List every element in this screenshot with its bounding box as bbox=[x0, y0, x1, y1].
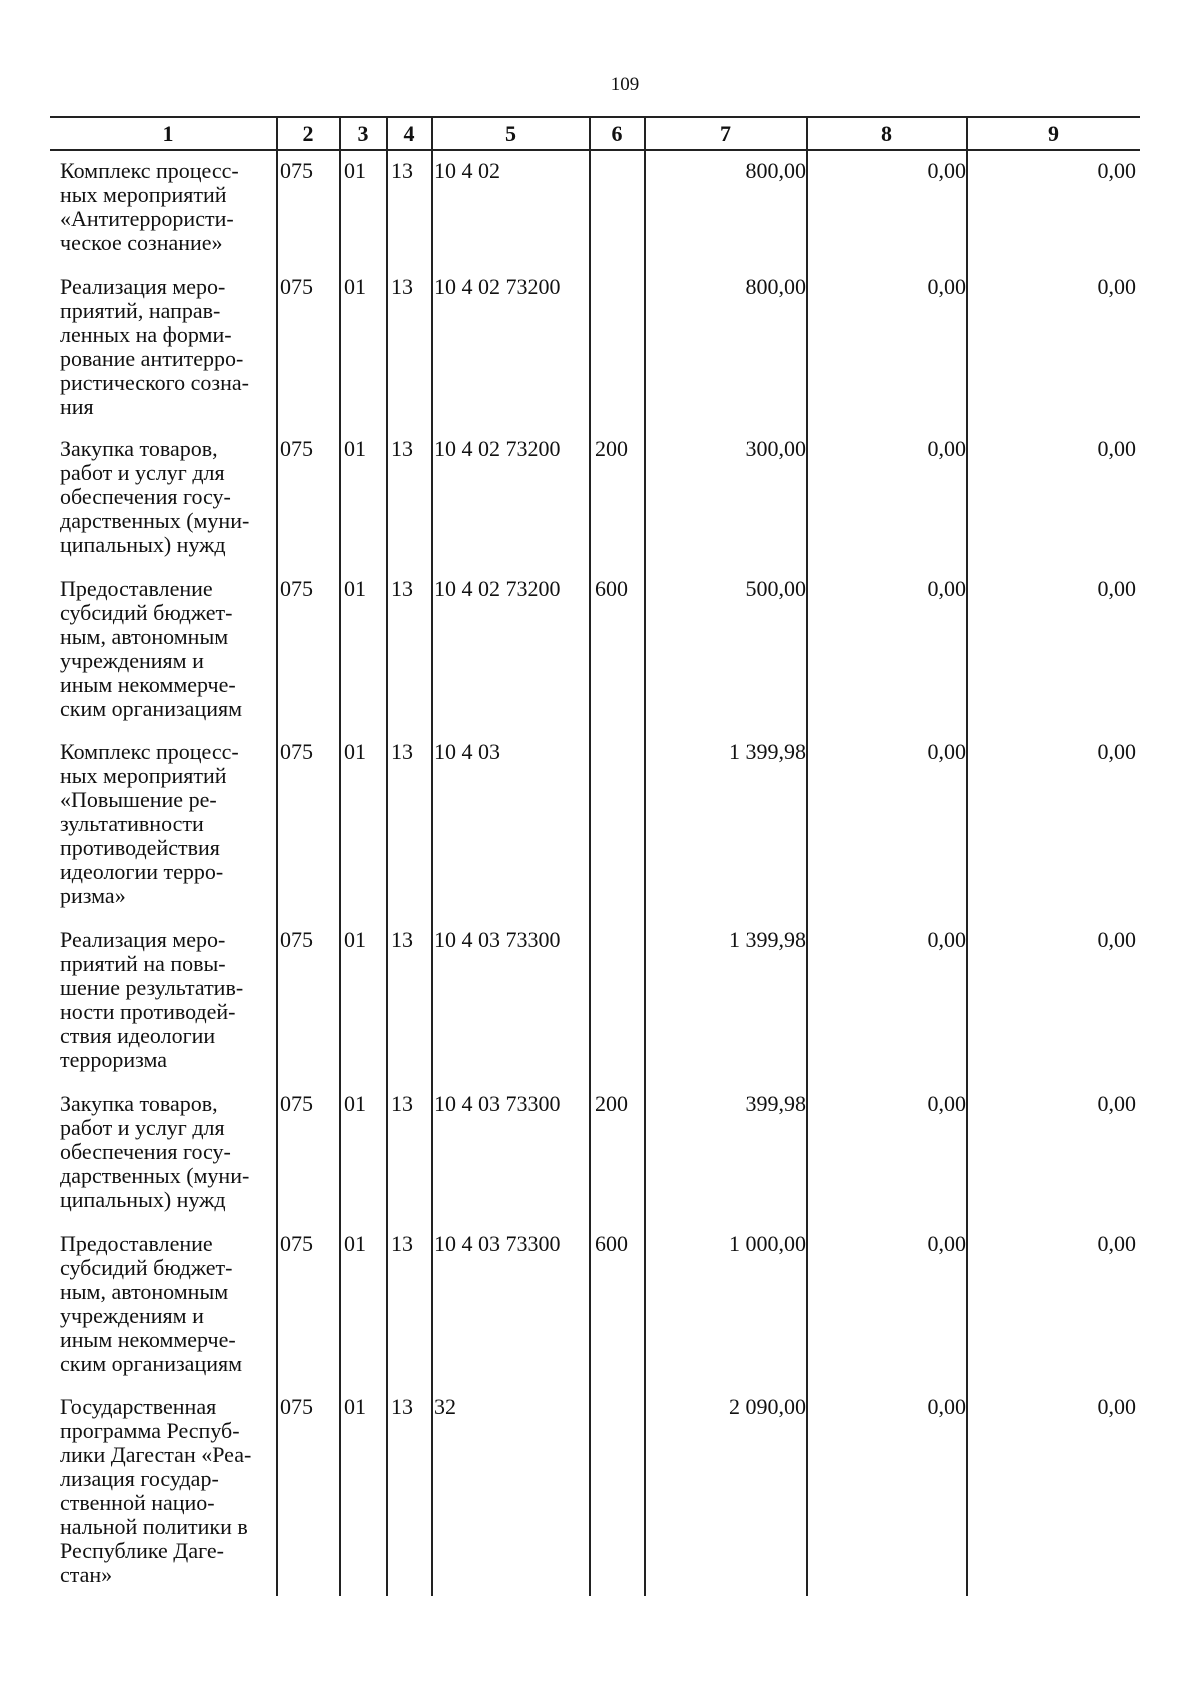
column-divider bbox=[276, 118, 278, 1596]
cell-col4: 13 bbox=[391, 1231, 413, 1256]
cell-col2: 075 bbox=[280, 436, 313, 461]
row-name: Комплекс процесс- ных мероприятий «Антитеррористи- ческое сознание» bbox=[60, 158, 239, 255]
cell-col5: 10 4 02 73200 bbox=[434, 576, 561, 601]
row-name: Комплекс процесс- ных мероприятий «Повышение ре- зультативности противодействия идеологии терро- ризма» bbox=[60, 739, 239, 908]
cell-col9: 0,00 bbox=[1097, 927, 1136, 952]
column-header: 2 bbox=[302, 121, 314, 146]
cell-col2: 075 bbox=[280, 576, 313, 601]
cell-col8: 0,00 bbox=[927, 1231, 966, 1256]
column-divider bbox=[806, 118, 808, 1596]
cell-col6: 200 bbox=[595, 1091, 628, 1116]
column-header: 3 bbox=[357, 121, 369, 146]
cell-col9: 0,00 bbox=[1097, 158, 1136, 183]
cell-col5: 10 4 03 73300 bbox=[434, 927, 561, 952]
cell-col3: 01 bbox=[344, 274, 366, 299]
cell-col9: 0,00 bbox=[1097, 436, 1136, 461]
column-divider bbox=[339, 118, 341, 1596]
cell-col7: 399,98 bbox=[745, 1091, 806, 1116]
row-name: Предоставление субсидий бюджет- ным, автономным учреждениям и иным некоммерче- ским организациям bbox=[60, 1231, 243, 1376]
cell-col3: 01 bbox=[344, 739, 366, 764]
cell-col5: 10 4 02 bbox=[434, 158, 500, 183]
cell-col4: 13 bbox=[391, 274, 413, 299]
cell-col8: 0,00 bbox=[927, 436, 966, 461]
cell-col6: 200 bbox=[595, 436, 628, 461]
cell-col9: 0,00 bbox=[1097, 1394, 1136, 1419]
cell-col6: 600 bbox=[595, 1231, 628, 1256]
cell-col5: 10 4 03 bbox=[434, 739, 500, 764]
cell-col4: 13 bbox=[391, 1394, 413, 1419]
cell-col7: 300,00 bbox=[745, 436, 806, 461]
column-header: 5 bbox=[505, 121, 516, 146]
cell-col5: 10 4 02 73200 bbox=[434, 436, 561, 461]
column-header: 9 bbox=[1048, 121, 1059, 146]
cell-col8: 0,00 bbox=[927, 1394, 966, 1419]
row-name: Реализация меро- приятий на повы- шение результатив- ности противодей- ствия идеологии терроризма bbox=[60, 927, 244, 1072]
cell-col8: 0,00 bbox=[927, 274, 966, 299]
cell-col6: 600 bbox=[595, 576, 628, 601]
cell-col4: 13 bbox=[391, 739, 413, 764]
column-header: 7 bbox=[720, 121, 731, 146]
header-bottom-border bbox=[50, 149, 1140, 151]
column-divider bbox=[386, 118, 388, 1596]
cell-col2: 075 bbox=[280, 158, 313, 183]
cell-col2: 075 bbox=[280, 1394, 313, 1419]
cell-col2: 075 bbox=[280, 927, 313, 952]
column-header: 8 bbox=[881, 121, 892, 146]
row-name: Предоставление субсидий бюджет- ным, автономным учреждениям и иным некоммерче- ским организациям bbox=[60, 576, 243, 721]
cell-col4: 13 bbox=[391, 576, 413, 601]
column-divider bbox=[431, 118, 433, 1596]
cell-col7: 500,00 bbox=[745, 576, 806, 601]
cell-col8: 0,00 bbox=[927, 576, 966, 601]
cell-col8: 0,00 bbox=[927, 927, 966, 952]
cell-col7: 2 090,00 bbox=[729, 1394, 806, 1419]
cell-col7: 1 399,98 bbox=[729, 927, 806, 952]
cell-col7: 800,00 bbox=[745, 158, 806, 183]
cell-col5: 32 bbox=[434, 1394, 456, 1419]
column-header: 1 bbox=[162, 121, 174, 146]
cell-col7: 1 000,00 bbox=[729, 1231, 806, 1256]
cell-col4: 13 bbox=[391, 927, 413, 952]
cell-col3: 01 bbox=[344, 436, 366, 461]
cell-col5: 10 4 02 73200 bbox=[434, 274, 561, 299]
page-number: 109 bbox=[610, 74, 640, 95]
cell-col3: 01 bbox=[344, 576, 366, 601]
cell-col7: 800,00 bbox=[745, 274, 806, 299]
cell-col8: 0,00 bbox=[927, 1091, 966, 1116]
cell-col3: 01 bbox=[344, 158, 366, 183]
cell-col2: 075 bbox=[280, 274, 313, 299]
cell-col4: 13 bbox=[391, 1091, 413, 1116]
cell-col4: 13 bbox=[391, 158, 413, 183]
column-header: 4 bbox=[403, 121, 415, 146]
column-divider bbox=[589, 118, 591, 1596]
cell-col5: 10 4 03 73300 bbox=[434, 1231, 561, 1256]
table-top-border bbox=[50, 116, 1140, 118]
row-name: Закупка товаров, работ и услуг для обеспечения госу- дарственных (муни- ципальных) нужд bbox=[60, 436, 250, 557]
cell-col9: 0,00 bbox=[1097, 1091, 1136, 1116]
cell-col8: 0,00 bbox=[927, 158, 966, 183]
cell-col9: 0,00 bbox=[1097, 1231, 1136, 1256]
column-divider bbox=[644, 118, 646, 1596]
cell-col3: 01 bbox=[344, 1091, 366, 1116]
cell-col5: 10 4 03 73300 bbox=[434, 1091, 561, 1116]
cell-col3: 01 bbox=[344, 1394, 366, 1419]
column-divider bbox=[966, 118, 968, 1596]
cell-col7: 1 399,98 bbox=[729, 739, 806, 764]
cell-col2: 075 bbox=[280, 1091, 313, 1116]
cell-col4: 13 bbox=[391, 436, 413, 461]
cell-col8: 0,00 bbox=[927, 739, 966, 764]
cell-col3: 01 bbox=[344, 1231, 366, 1256]
cell-col2: 075 bbox=[280, 1231, 313, 1256]
cell-col9: 0,00 bbox=[1097, 576, 1136, 601]
cell-col2: 075 bbox=[280, 739, 313, 764]
row-name: Государственная программа Респуб- лики Дагестан «Реа- лизация государ- ственной нацио- нальной политики в Республике Даге- стан» bbox=[60, 1394, 252, 1587]
cell-col9: 0,00 bbox=[1097, 274, 1136, 299]
row-name: Реализация меро- приятий, направ- ленных на форми- рование антитерро- ристического созна- ния bbox=[60, 274, 249, 419]
cell-col3: 01 bbox=[344, 927, 366, 952]
column-header: 6 bbox=[611, 121, 623, 146]
cell-col9: 0,00 bbox=[1097, 739, 1136, 764]
row-name: Закупка товаров, работ и услуг для обеспечения госу- дарственных (муни- ципальных) нужд bbox=[60, 1091, 250, 1212]
